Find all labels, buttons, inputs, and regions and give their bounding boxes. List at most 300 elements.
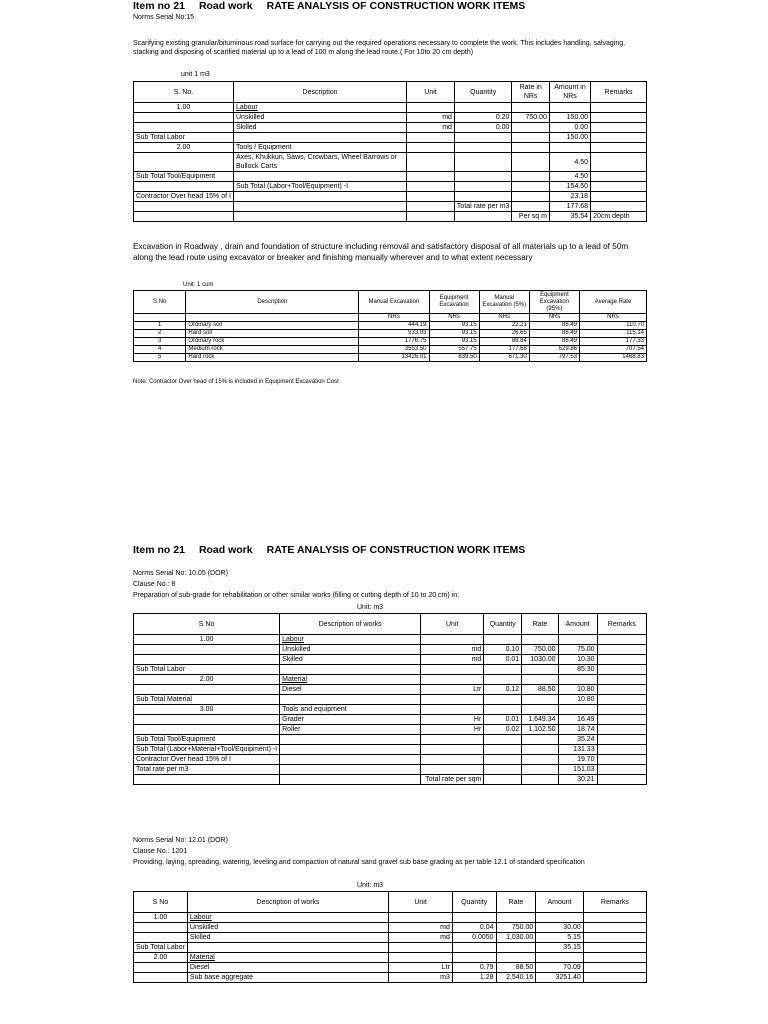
table-cell (591, 192, 647, 202)
table-cell: 3 (134, 338, 186, 346)
table-cell: 10.30 (558, 655, 597, 665)
table-cell: 10.80 (558, 685, 597, 695)
table-cell (280, 775, 421, 785)
table-cell: 150.00 (549, 113, 590, 123)
table-cell: Grader (280, 715, 421, 725)
table-cell: Medium rock (186, 346, 359, 354)
table-cell: 2.00 (134, 953, 188, 963)
table-cell (512, 153, 549, 172)
table-cell: 150.00 (549, 133, 590, 143)
table-cell (407, 192, 455, 202)
table-cell: Sub Total Labor (134, 133, 234, 143)
table-cell: 88.50 (522, 685, 558, 695)
table-cell: Unskilled (187, 923, 388, 933)
table-cell: 4.50 (549, 172, 590, 182)
table-cell (407, 143, 455, 153)
table-cell (597, 765, 646, 775)
table-row (134, 202, 647, 212)
table-cell (454, 212, 512, 222)
table-cell: Unskilled (280, 645, 421, 655)
table-cell: Labour (280, 635, 421, 645)
table-row (134, 123, 647, 133)
table-cell (421, 695, 484, 705)
table-cell: 26.65 (479, 330, 529, 338)
table-cell: 1030.00 (522, 655, 558, 665)
table-row (134, 705, 647, 715)
table-cell (484, 705, 522, 715)
table-cell: 16.49 (558, 715, 597, 725)
table-cell: md (421, 655, 484, 665)
table-row (134, 933, 647, 943)
table-cell: Contractor Over head 15% of I (134, 192, 234, 202)
table-row (134, 330, 647, 338)
table-row (134, 675, 647, 685)
table-cell: 3553.50 (359, 346, 429, 354)
table-cell: 2 (134, 330, 186, 338)
table-cell: 0.10 (484, 645, 522, 655)
column-header: Quantity (454, 82, 512, 103)
table-row (134, 346, 647, 354)
table-cell: Material (187, 953, 388, 963)
table-cell: 93.15 (429, 338, 479, 346)
table-cell: 177.68 (479, 346, 529, 354)
table-header (134, 892, 647, 913)
unit-cell: NRs (479, 314, 529, 322)
rate-table-3 (133, 613, 647, 785)
column-header: Description (233, 82, 406, 103)
table-cell (484, 695, 522, 705)
table-cell: 75.00 (558, 645, 597, 655)
table-row (134, 745, 647, 755)
table-cell (597, 725, 646, 735)
clause-number: Clause No.: 8 (133, 581, 176, 588)
title-text: RATE ANALYSIS OF CONSTRUCTION WORK ITEMS (266, 0, 526, 12)
unit-label: Unit: m3 (357, 604, 384, 611)
table-cell: 35.54 (549, 212, 590, 222)
table-cell: 18.74 (558, 725, 597, 735)
table-cell (280, 755, 421, 765)
table-cell (597, 715, 646, 725)
table-cell: 0.01 (484, 715, 522, 725)
column-header: Unit (407, 82, 455, 103)
table-cell (536, 953, 584, 963)
table-row (134, 192, 647, 202)
table-cell: Unskilled (233, 113, 406, 123)
table-cell: Diesel (187, 963, 388, 973)
column-header: Rate (522, 614, 558, 635)
column-header: Description of works (280, 614, 421, 635)
table-row (134, 765, 647, 775)
table-cell (134, 963, 188, 973)
section3-title (133, 544, 539, 556)
table-cell (597, 675, 646, 685)
table-cell (484, 745, 522, 755)
table-cell (484, 635, 522, 645)
table-cell (512, 143, 549, 153)
table-row (134, 695, 647, 705)
table-cell: Contractor Over head 15% of I (134, 755, 280, 765)
table-cell (134, 725, 280, 735)
table-cell (280, 765, 421, 775)
table-cell: 5 (134, 354, 186, 362)
table-cell: 2,540.16 (496, 973, 536, 983)
table-cell: Sub Total Material (134, 695, 280, 705)
table-cell (583, 943, 646, 953)
table-row (134, 963, 647, 973)
table-cell (512, 103, 549, 113)
table-cell: 0.01 (484, 655, 522, 665)
excavation-description: Excavation in Roadway , drain and foundation of structure including removal and satisfactory disposal of all materials up to a lead of 50m along the lead route using excavator or breaker and finishing manually wherever and to what extent necessary (133, 242, 629, 262)
table-cell: Sub Total Labor (134, 943, 188, 953)
column-header: Unit (421, 614, 484, 635)
table-cell (452, 953, 496, 963)
table-cell (454, 133, 512, 143)
table-cell (421, 705, 484, 715)
table-cell (597, 645, 646, 655)
table-cell: Total rate per sqm (421, 775, 484, 785)
table-row (134, 133, 647, 143)
column-header: Equipment Excavation (429, 291, 479, 314)
excavation-table (133, 290, 647, 362)
table-cell (583, 923, 646, 933)
table-cell: 1.28 (452, 973, 496, 983)
table-cell: 1468.83 (580, 354, 647, 362)
table-cell: 88.50 (496, 963, 536, 973)
table-header (134, 82, 647, 103)
table-cell: 19.70 (558, 755, 597, 765)
table-cell (233, 172, 406, 182)
table-row (134, 143, 647, 153)
excavation-unit: Unit: 1 cum (183, 282, 214, 288)
table-cell (597, 685, 646, 695)
table-cell (496, 913, 536, 923)
table-cell: 2.00 (134, 143, 234, 153)
table-header (134, 614, 647, 635)
column-header: Manual Excavation (359, 291, 429, 314)
column-header: Equipment Excavation (95%) (529, 291, 579, 314)
table-cell (407, 172, 455, 182)
work-type: Road work (198, 544, 253, 556)
table-cell: 88.49 (529, 330, 579, 338)
table-cell: Axes, Khukkuri, Saws, Crowbars, Wheel Barrows or Bullock Carts (233, 153, 406, 172)
table-cell (389, 913, 453, 923)
table-cell: 750.00 (512, 113, 549, 123)
table-cell (536, 913, 584, 923)
table-cell: 0.0050 (452, 933, 496, 943)
table-cell (591, 153, 647, 172)
table-cell: 1,102.50 (522, 725, 558, 735)
unit-cell (134, 314, 186, 322)
table-cell: 88.49 (529, 338, 579, 346)
table-cell (522, 695, 558, 705)
unit-cell: NRs (580, 314, 647, 322)
table-cell (454, 103, 512, 113)
column-header: S No (134, 614, 280, 635)
unit-cell (186, 314, 359, 322)
table-cell: 5.15 (536, 933, 584, 943)
unit-cell: NRs (429, 314, 479, 322)
table-cell: Roller (280, 725, 421, 735)
column-header: Remarks (597, 614, 646, 635)
table-cell: 4.50 (549, 153, 590, 172)
column-header: Remarks (591, 82, 647, 103)
table-cell: md (407, 113, 455, 123)
work-description: Preparation of sub-grade for rehabilitation or other similar works (filling or cutting depth of 10 to 20 cm) in: (133, 592, 460, 599)
table-cell: Skilled (280, 655, 421, 665)
table-row (134, 923, 647, 933)
column-header: Quantity (484, 614, 522, 635)
column-header: Description of works (187, 892, 388, 913)
table-cell (522, 755, 558, 765)
table-cell: Material (280, 675, 421, 685)
table-cell (558, 675, 597, 685)
table-cell: 23.18 (549, 192, 590, 202)
table-cell (454, 153, 512, 172)
table-cell (280, 745, 421, 755)
table-cell (591, 123, 647, 133)
table-cell (597, 705, 646, 715)
table-row (134, 725, 647, 735)
table-cell (522, 765, 558, 775)
table-cell: Skilled (187, 933, 388, 943)
table-cell: Hard rock (186, 354, 359, 362)
table-cell (389, 953, 453, 963)
table-cell (421, 665, 484, 675)
column-header: Amount (536, 892, 584, 913)
table-cell (496, 953, 536, 963)
table-cell (558, 635, 597, 645)
table-cell (134, 973, 188, 983)
table-cell (407, 153, 455, 172)
table-cell: 30.21 (558, 775, 597, 785)
table-row (134, 943, 647, 953)
table-cell: 35.24 (558, 735, 597, 745)
table-cell: 4 (134, 346, 186, 354)
table-cell: Sub base aggregate (187, 973, 388, 983)
unit-row (134, 314, 647, 322)
table-cell (591, 133, 647, 143)
unit-label: Unit: m3 (357, 882, 384, 889)
table-row (134, 665, 647, 675)
table-cell (421, 755, 484, 765)
table-cell (421, 735, 484, 745)
table-cell (134, 775, 280, 785)
table-cell: 2.00 (134, 675, 280, 685)
table-row (134, 182, 647, 192)
table-cell: Labour (187, 913, 388, 923)
table-cell (454, 182, 512, 192)
table-row (134, 755, 647, 765)
table-cell: 1.00 (134, 103, 234, 113)
table-row (134, 735, 647, 745)
table-cell (134, 933, 188, 943)
table-cell: 20cm depth (591, 212, 647, 222)
table-cell (407, 103, 455, 113)
table-cell: 3251.40 (536, 973, 584, 983)
table-cell: 0.79 (452, 963, 496, 973)
column-header: S.No (134, 291, 186, 314)
table-cell: 1,649.34 (522, 715, 558, 725)
work-description: Scarifying existing granular/bituminous road surface for carrying out the required operations necessary to complete the work. This includes handling, salvaging, stacking and disposing of scarified material up to a lead of 100 m along the lead route.( For 10to 20 cm depth) (133, 40, 626, 56)
table-cell (522, 735, 558, 745)
table-cell: 13426.01 (359, 354, 429, 362)
column-header: Rate (496, 892, 536, 913)
unit-cell: NRs (359, 314, 429, 322)
table-cell (389, 943, 453, 953)
table-cell: Sub Total Labor (134, 665, 280, 675)
table-cell (187, 943, 388, 953)
table-cell: Sub Total Tool/Equipment (134, 172, 234, 182)
table-cell (512, 192, 549, 202)
norm-serial: Norms Serial No: 10.05 (DOR) (133, 570, 228, 577)
table-cell (591, 182, 647, 192)
table-cell: 1776.75 (359, 338, 429, 346)
table-cell: 1 (134, 322, 186, 330)
column-header: S. No. (134, 82, 234, 103)
table-cell: 131.33 (558, 745, 597, 755)
table-cell (233, 133, 406, 143)
table-cell: Sub Total Tool/Equipment (134, 735, 280, 745)
item-number: Item no 21 (133, 0, 185, 12)
table-cell (597, 635, 646, 645)
table-cell: 0.20 (454, 113, 512, 123)
work-description: Providing, laying, spreading, watering, leveling and compaction of natural sand gravel sub base grading as per table 12.1 of standard specification (133, 859, 585, 866)
table-cell (454, 192, 512, 202)
table-cell: 35.15 (536, 943, 584, 953)
work-type: Road work (198, 0, 253, 12)
table-cell: 115.14 (580, 330, 647, 338)
table-cell (496, 943, 536, 953)
table-cell (407, 182, 455, 192)
table-cell: 1.00 (134, 913, 188, 923)
table-row (134, 338, 647, 346)
table-cell: 797.53 (529, 354, 579, 362)
table-cell: 533.03 (359, 330, 429, 338)
table-row (134, 113, 647, 123)
table-cell: 154.50 (549, 182, 590, 192)
table-cell (484, 665, 522, 675)
table-cell (512, 182, 549, 192)
table-row (134, 953, 647, 963)
table-cell (134, 655, 280, 665)
table-cell (134, 153, 234, 172)
unit-label: unit 1 m3 (181, 71, 210, 78)
table-cell (583, 913, 646, 923)
table-cell: 0.12 (484, 685, 522, 695)
table-cell: 88.84 (479, 338, 529, 346)
column-header: Rate in NRs (512, 82, 549, 103)
table-cell (512, 202, 549, 212)
table-cell: 750.00 (496, 923, 536, 933)
table-cell (597, 745, 646, 755)
table-cell: Tools and equipment (280, 705, 421, 715)
column-header: Description (186, 291, 359, 314)
table-cell (597, 695, 646, 705)
table-cell: md (421, 645, 484, 655)
rate-table-1 (133, 81, 647, 222)
table-cell: 177.68 (549, 202, 590, 212)
section1-title (133, 0, 539, 12)
table-cell: Total rate per m3 (454, 202, 512, 212)
table-cell: 1,030.00 (496, 933, 536, 943)
table-cell (454, 172, 512, 182)
table-cell (233, 212, 406, 222)
table-cell: md (389, 933, 453, 943)
table-cell: 750.00 (522, 645, 558, 655)
table-cell: Hr (421, 715, 484, 725)
table-cell (407, 133, 455, 143)
table-row (134, 635, 647, 645)
clause-number: Clause No.: 1201 (133, 848, 188, 855)
table-cell (484, 775, 522, 785)
table-cell: 529.86 (529, 346, 579, 354)
table-cell (597, 655, 646, 665)
title-text: RATE ANALYSIS OF CONSTRUCTION WORK ITEMS (266, 544, 526, 556)
table-cell (454, 143, 512, 153)
table-cell: Ordinary rock (186, 338, 359, 346)
table-cell: Ltr (389, 963, 453, 973)
table-cell (280, 695, 421, 705)
table-cell: 110.70 (580, 322, 647, 330)
table-cell: 671.30 (479, 354, 529, 362)
table-cell (558, 705, 597, 715)
table-row (134, 153, 647, 172)
table-cell (522, 635, 558, 645)
table-cell (134, 923, 188, 933)
table-cell (591, 172, 647, 182)
table-cell (484, 675, 522, 685)
table-row (134, 212, 647, 222)
table-row (134, 685, 647, 695)
table-row (134, 973, 647, 983)
table-cell: 3.00 (134, 705, 280, 715)
table-cell (134, 212, 234, 222)
excavation-note: Note: Contractor Over head of 15% is included in Equipment Excavation Cost (133, 379, 339, 385)
table-cell (597, 735, 646, 745)
table-row (134, 645, 647, 655)
column-header: Remarks (583, 892, 646, 913)
table-cell (407, 202, 455, 212)
column-header: Manual Excavation (5%) (479, 291, 529, 314)
rate-table-4 (133, 891, 647, 983)
table-cell (421, 745, 484, 755)
column-header: Amount in NRs (549, 82, 590, 103)
table-cell: Hard soil (186, 330, 359, 338)
table-cell (512, 133, 549, 143)
table-row (134, 913, 647, 923)
table-row (134, 775, 647, 785)
table-cell: 30.00 (536, 923, 584, 933)
table-cell (591, 103, 647, 113)
table-cell: Hr (421, 725, 484, 735)
table-cell (421, 765, 484, 775)
table-row (134, 103, 647, 113)
table-cell (597, 775, 646, 785)
table-cell: 177.33 (580, 338, 647, 346)
table-cell: Labour (233, 103, 406, 113)
table-cell (512, 123, 549, 133)
column-header: Amount (558, 614, 597, 635)
table-cell (134, 202, 234, 212)
table-cell (597, 665, 646, 675)
table-cell (522, 665, 558, 675)
table-cell: Sub Total (Labor+Tool/Equipment) -I (233, 182, 406, 192)
table-cell (591, 143, 647, 153)
table-cell: Per sq m (512, 212, 549, 222)
table-cell: 707.54 (580, 346, 647, 354)
table-cell (583, 933, 646, 943)
table-cell (280, 735, 421, 745)
